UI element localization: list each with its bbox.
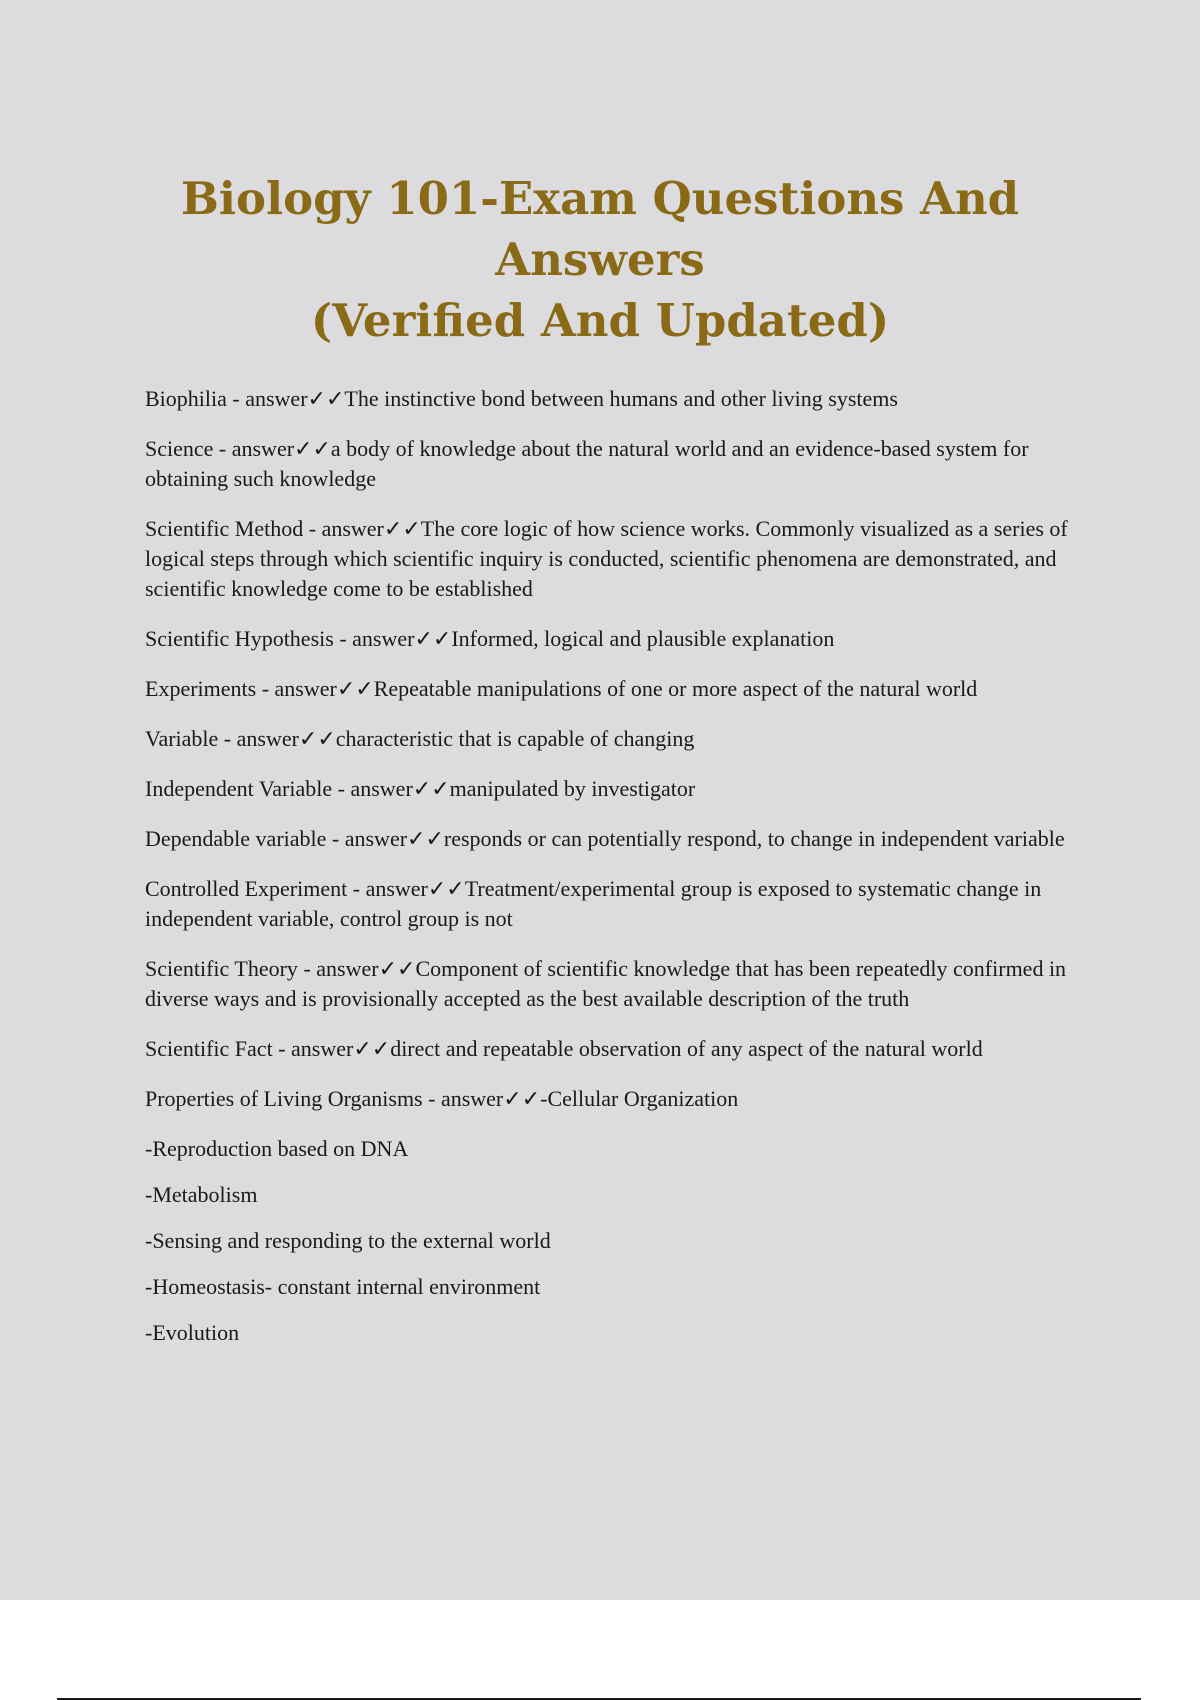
entries-container bbox=[145, 384, 1085, 1114]
qa-entry bbox=[145, 674, 1085, 704]
answer-marker: answer✓✓ bbox=[321, 516, 421, 541]
entry-separator: - bbox=[256, 676, 275, 701]
qa-entry bbox=[145, 514, 1085, 604]
entry-term: Controlled Experiment bbox=[145, 876, 348, 901]
entry-term: Properties of Living Organisms bbox=[145, 1086, 423, 1111]
entry-separator: - bbox=[213, 436, 232, 461]
qa-entry bbox=[145, 1034, 1085, 1064]
property-item: -Homeostasis- constant internal environment bbox=[145, 1274, 541, 1299]
entry-separator: - bbox=[218, 726, 237, 751]
answer-marker: answer✓✓ bbox=[231, 436, 331, 461]
entry-definition: manipulated by investigator bbox=[449, 776, 696, 801]
property-item: -Metabolism bbox=[145, 1182, 258, 1207]
entry-separator: - bbox=[333, 626, 353, 651]
entry-definition: Treatment/experimental group is exposed to systematic change in independent variable, control group is not bbox=[145, 876, 1042, 931]
entry-definition: responds or can potentially respond, to change in independent variable bbox=[443, 826, 1065, 851]
qa-entry bbox=[145, 874, 1085, 934]
entry-term: Scientific Hypothesis bbox=[145, 626, 334, 651]
entry-definition: The instinctive bond between humans and other living systems bbox=[344, 386, 898, 411]
entry-definition: Component of scientific knowledge that has been repeatedly confirmed in diverse ways and is provisionally accepted as the best available description of the truth bbox=[145, 956, 1067, 1011]
entry-separator: - bbox=[297, 956, 317, 981]
answer-marker: answer✓✓ bbox=[274, 676, 374, 701]
qa-entry bbox=[145, 384, 1085, 414]
answer-marker: answer✓✓ bbox=[440, 1086, 541, 1111]
qa-list bbox=[145, 384, 1085, 1364]
entry-separator: - bbox=[226, 386, 246, 411]
entry-separator: - bbox=[332, 776, 351, 801]
sub-items-container bbox=[145, 1134, 1085, 1348]
entry-definition: characteristic that is capable of changing bbox=[335, 726, 695, 751]
entry-definition: Informed, logical and plausible explanation bbox=[451, 626, 835, 651]
entry-term: Science bbox=[145, 436, 214, 461]
entry-separator: - bbox=[303, 516, 322, 541]
entry-separator: - bbox=[326, 826, 345, 851]
qa-entry bbox=[145, 774, 1085, 804]
entry-definition: a body of knowledge about the natural world and an evidence-based system for obtaining such knowledge bbox=[145, 436, 1029, 491]
entry-term: Biophilia bbox=[145, 386, 227, 411]
entry-term: Scientific Theory bbox=[145, 956, 298, 981]
entry-definition: The core logic of how science works. Commonly visualized as a series of logical steps through which scientific inquiry is conducted, scientific phenomena are demonstrated, and scientific knowledge come to be established bbox=[145, 516, 1068, 601]
qa-entry bbox=[145, 624, 1085, 654]
title-line-2: (Verified And Updated) bbox=[310, 294, 890, 347]
answer-marker: answer✓✓ bbox=[291, 1036, 391, 1061]
entry-separator: - bbox=[272, 1036, 292, 1061]
property-item: -Evolution bbox=[145, 1320, 240, 1345]
answer-marker: answer✓✓ bbox=[365, 876, 465, 901]
answer-marker: answer✓✓ bbox=[316, 956, 416, 981]
entry-term: Experiments bbox=[145, 676, 257, 701]
answer-marker: answer✓✓ bbox=[245, 386, 345, 411]
entry-term: Dependable variable bbox=[145, 826, 327, 851]
answer-marker: answer✓✓ bbox=[344, 826, 444, 851]
property-item: -Sensing and responding to the external world bbox=[145, 1228, 551, 1253]
answer-marker: answer✓✓ bbox=[350, 776, 450, 801]
entry-separator: - bbox=[422, 1086, 441, 1111]
qa-entry bbox=[145, 954, 1085, 1014]
entry-definition: -Cellular Organization bbox=[540, 1086, 739, 1111]
property-item: -Reproduction based on DNA bbox=[145, 1136, 409, 1161]
entry-definition: direct and repeatable observation of any aspect of the natural world bbox=[390, 1036, 983, 1061]
answer-marker: answer✓✓ bbox=[236, 726, 336, 751]
entry-separator: - bbox=[347, 876, 366, 901]
entry-term: Independent Variable bbox=[145, 776, 333, 801]
qa-entry bbox=[145, 1084, 1085, 1114]
entry-term: Variable bbox=[145, 726, 219, 751]
qa-entry bbox=[145, 724, 1085, 754]
document-title bbox=[120, 168, 1080, 351]
title-line-1: Biology 101-Exam Questions And Answers bbox=[180, 172, 1020, 286]
entry-term: Scientific Fact bbox=[145, 1036, 273, 1061]
qa-entry bbox=[145, 824, 1085, 854]
entry-term: Scientific Method bbox=[145, 516, 304, 541]
answer-marker: answer✓✓ bbox=[352, 626, 452, 651]
entry-definition: Repeatable manipulations of one or more aspect of the natural world bbox=[373, 676, 978, 701]
qa-entry bbox=[145, 434, 1085, 494]
